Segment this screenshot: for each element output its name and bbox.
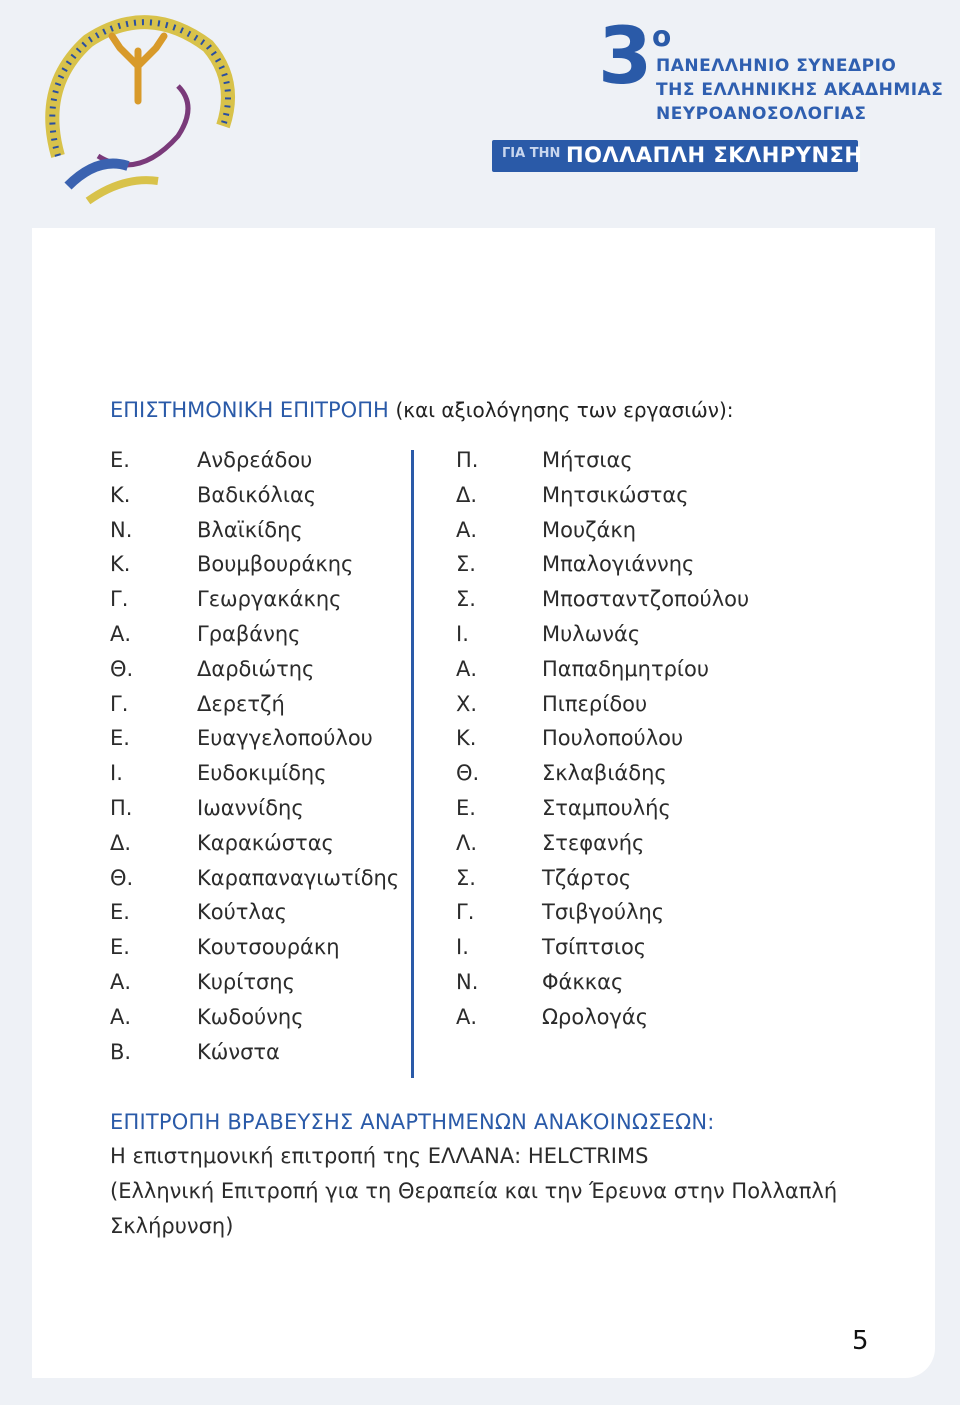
- member-initial: Γ.: [110, 691, 129, 716]
- section-subtitle: (και αξιολόγησης των εργασιών):: [395, 398, 734, 422]
- award-committee-line: (Ελληνική Επιτροπή για τη Θεραπεία και την Έρευνα στην Πολλαπλή: [110, 1179, 838, 1203]
- member-surname: Δαρδιώτης: [197, 656, 315, 681]
- member-initial: Α.: [110, 1004, 132, 1029]
- member-surname: Μητσικώστας: [542, 482, 689, 507]
- member-initial: Α.: [110, 969, 132, 994]
- member-initial: Λ.: [456, 830, 478, 855]
- member-surname: Μουζάκη: [542, 517, 637, 542]
- member-surname: Τζάρτος: [542, 865, 632, 890]
- member-initial: Ε.: [110, 726, 130, 751]
- member-initial: Κ.: [110, 552, 131, 577]
- member-surname: Βουμβουράκης: [197, 552, 354, 577]
- congress-logo: [486, 12, 944, 194]
- member-initial: Δ.: [456, 482, 478, 507]
- member-initial: Κ.: [110, 482, 131, 507]
- member-initial: Π.: [110, 795, 133, 820]
- member-surname: Μήτσιας: [542, 448, 633, 472]
- member-surname: Πουλοπούλου: [542, 726, 684, 751]
- member-surname: Ανδρεάδου: [197, 448, 313, 472]
- member-initial: Ε.: [456, 795, 476, 820]
- member-initial: Σ.: [456, 552, 476, 577]
- member-surname: Μυλωνάς: [542, 621, 641, 646]
- member-surname: Κούτλας: [197, 900, 288, 925]
- congress-line-1: ΠΑΝΕΛΛΗΝΙΟ ΣΥΝΕΔΡΙΟ: [656, 56, 897, 76]
- member-surname: Καρακώστας: [197, 830, 334, 855]
- member-initial: Α.: [456, 517, 478, 542]
- member-surname: Κυρίτσης: [197, 969, 295, 994]
- member-surname: Πιπερίδου: [542, 691, 648, 716]
- member-initial: Ι.: [456, 935, 469, 960]
- member-initial: Ι.: [110, 761, 123, 786]
- member-surname: Γραβάνης: [197, 621, 301, 646]
- member-initial: Ν.: [456, 969, 479, 994]
- member-surname: Μπαλογιάννης: [542, 552, 695, 577]
- member-initial: Χ.: [456, 691, 478, 716]
- member-surname: Σκλαβιάδης: [542, 761, 667, 786]
- member-initial: Α.: [110, 621, 132, 646]
- award-committee-line: Σκλήρυνση): [110, 1214, 234, 1238]
- member-surname: Φάκκας: [542, 969, 624, 994]
- member-surname: Ευδοκιμίδης: [197, 761, 327, 786]
- member-initial: Ν.: [110, 517, 133, 542]
- member-surname: Γεωργακάκης: [197, 587, 342, 612]
- congress-banner: [492, 140, 863, 172]
- member-initial: Α.: [456, 1004, 478, 1029]
- member-surname: Κωδούνης: [197, 1004, 304, 1029]
- member-initial: Θ.: [110, 865, 134, 890]
- member-initial: Γ.: [456, 900, 475, 925]
- scientific-committee-title: [110, 398, 734, 422]
- section-heading: ΕΠΙΣΤΗΜΟΝΙΚΗ ΕΠΙΤΡΟΠΗ: [110, 398, 389, 422]
- award-committee-line: Η επιστημονική επιτροπή της ΕΛΛΑΝΑ: HELCTRIMS: [110, 1144, 649, 1168]
- member-surname: Ωρολογάς: [542, 1004, 649, 1029]
- award-committee-title: ΕΠΙΤΡΟΠΗ ΒΡΑΒΕΥΣΗΣ ΑΝΑΡΤΗΜΕΝΩΝ ΑΝΑΚΟΙΝΩΣΕΩΝ:: [110, 1110, 715, 1134]
- member-surname: Τσιβγούλης: [542, 900, 665, 925]
- member-initial: Σ.: [456, 587, 476, 612]
- member-surname: Τσίπτσιος: [542, 935, 647, 960]
- member-initial: Ε.: [110, 448, 130, 472]
- member-initial: Γ.: [110, 587, 129, 612]
- member-surname: Βαδικόλιας: [197, 482, 317, 507]
- banner-prefix: ΓΙΑ ΤΗΝ: [502, 146, 561, 161]
- member-initial: Θ.: [110, 656, 134, 681]
- congress-ordinal: ο: [652, 20, 672, 53]
- member-initial: Σ.: [456, 865, 476, 890]
- member-initial: Κ.: [456, 726, 477, 751]
- member-surname: Μποσταντζοπούλου: [542, 587, 750, 612]
- congress-number: 3: [598, 12, 649, 102]
- member-initial: Β.: [110, 1039, 132, 1064]
- member-initial: Ε.: [110, 900, 130, 925]
- member-surname: Παπαδημητρίου: [542, 656, 710, 681]
- member-surname: Κώνστα: [197, 1039, 280, 1064]
- member-surname: Καραπαναγιωτίδης: [197, 865, 400, 890]
- member-initial: Ε.: [110, 935, 130, 960]
- member-surname: Σταμπουλής: [542, 795, 671, 820]
- banner-text: ΠΟΛΛΑΠΛΗ ΣΚΛΗΡΥΝΣΗ: [566, 143, 863, 167]
- header: [0, 0, 960, 228]
- congress-line-3: ΝΕΥΡΟΑΝΟΣΟΛΟΓΙΑΣ: [656, 104, 867, 124]
- column-divider: [411, 450, 414, 1078]
- member-surname: Βλαϊκίδης: [197, 517, 303, 542]
- member-initial: Α.: [456, 656, 478, 681]
- page-number: 5: [852, 1326, 869, 1356]
- member-surname: Ιωαννίδης: [197, 795, 304, 820]
- congress-line-2: ΤΗΣ ΕΛΛΗΝΙΚΗΣ ΑΚΑΔΗΜΙΑΣ: [656, 80, 944, 100]
- member-surname: Δερετζή: [197, 691, 285, 716]
- member-surname: Στεφανής: [542, 830, 645, 855]
- member-initial: Π.: [456, 448, 479, 472]
- member-initial: Θ.: [456, 761, 480, 786]
- member-initial: Ι.: [456, 621, 469, 646]
- member-initial: Δ.: [110, 830, 132, 855]
- member-surname: Ευαγγελοπούλου: [197, 726, 373, 751]
- academy-logo: [28, 6, 248, 211]
- member-surname: Κουτσουράκη: [197, 935, 340, 960]
